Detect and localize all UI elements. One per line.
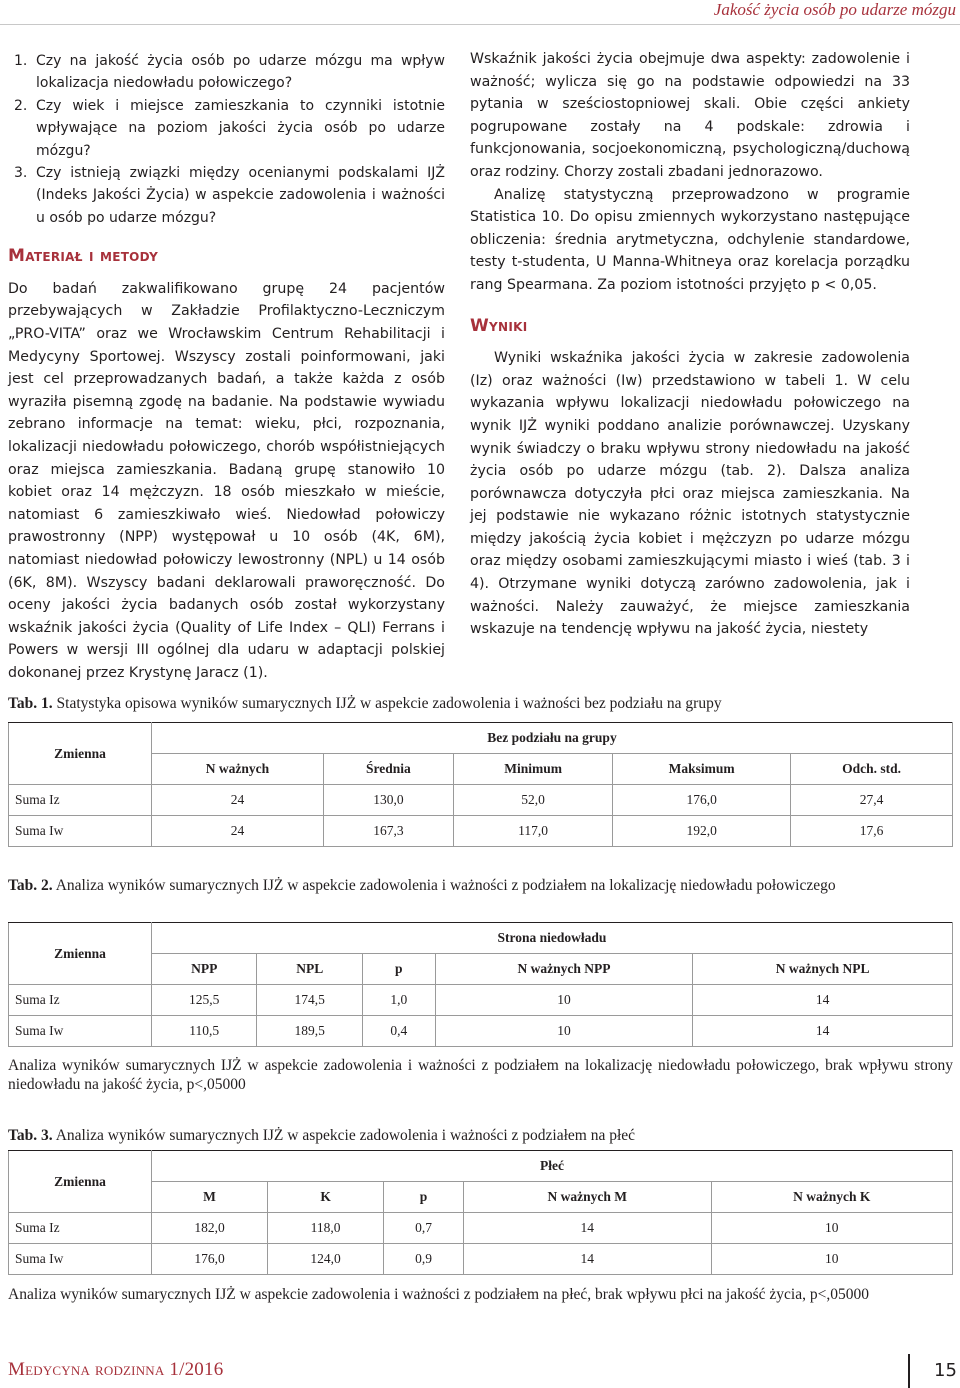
qli-paragraph: Wskaźnik jakości życia obejmuje dwa aspekty: zadowolenie i ważność; wylicza się go na podstawie odpowiedzi na 33 pytania w sześciostopniowej skali. Obie części ankiety pogrupowane zostały na 4 podskale: zdrowia i funkcjonowania, socjoekonomiczną, psychologiczną/duchową oraz rodziny. Chorzy zostali zbadani jednorazowo.: [470, 51, 910, 180]
table1-col-header: Maksimum: [613, 754, 791, 785]
table3-group-header: Płeć: [152, 1151, 953, 1182]
section-heading-methods: Materiał i metody: [8, 246, 159, 267]
research-questions: [8, 50, 445, 229]
table1-cell: 117,0: [453, 816, 612, 847]
table1-cell: 17,6: [791, 816, 953, 847]
question-item: [14, 162, 445, 229]
table3-cell: 0,9: [384, 1244, 464, 1275]
question-number: 2.: [14, 97, 28, 114]
table1-row-label: Suma Iz: [9, 785, 152, 816]
table2-label: Tab. 2.: [8, 877, 53, 894]
question-item: [14, 95, 445, 162]
table2-col-header: N ważnych NPP: [435, 954, 693, 985]
table2-cell: 110,5: [152, 1016, 257, 1047]
section-heading-results: Wyniki: [470, 315, 528, 336]
table-row: [9, 816, 953, 847]
table-row: [9, 785, 953, 816]
table3-col-header: M: [152, 1182, 268, 1213]
table3-col-header: N ważnych K: [711, 1182, 953, 1213]
table2-col-header: NPL: [257, 954, 362, 985]
table1-cell: 192,0: [613, 816, 791, 847]
table3-cell: 182,0: [152, 1213, 268, 1244]
table2-cell: 189,5: [257, 1016, 362, 1047]
statistics-paragraph: Analizę statystyczną przeprowadzono w programie Statistica 10. Do opisu zmiennych wykorzystano następujące obliczenia: średnia arytmetyczna, odchylenie standardowe, testy t-studenta, U Manna-Whitneya oraz korelacja porządku rang Spearmana. Za poziom istotności przyjęto p < 0,05.: [470, 186, 910, 293]
table2-row-label: Suma Iz: [9, 985, 152, 1016]
table3-cell: 14: [464, 1213, 711, 1244]
table1-label: Tab. 1.: [8, 695, 53, 712]
table3-col-header: p: [384, 1182, 464, 1213]
table2-group-header: Strona niedowładu: [152, 923, 953, 954]
journal-footer: Medycyna rodzinna 1/2016: [8, 1359, 224, 1380]
table1-var-header: Zmienna: [9, 723, 152, 785]
table-row: [9, 1016, 953, 1047]
header-rule: [0, 24, 960, 25]
results-paragraph: Wyniki wskaźnika jakości życia w zakresie zadowolenia (Iz) oraz ważności (Iw) przedstawiono w tabeli 1. W celu wykazania wpływu lokalizacji niedowładu połowiczego na wynik IJŻ wyniki poddano analizie porównawczej. Uzyskany wynik świadczy o braku wpływu strony niedowładu na jakość życia osób po udarze mózgu (tab. 2). Dalsza analiza porównawcza dotyczyła płci oraz miejsca zamieszkania. Na jej podstawie nie wykazano różnic istotnych statystycznie między jakością życia kobiet i mężczyzn po udarze mózgu oraz między osobami zamieszkującymi miasto i wieś (tab. 3 i 4). Otrzymane wyniki dotyczą zarówno zadowolenia, jak i ważności. Należy zauważyć, że miejsce zamieszkania wskazuje na tendencję wpływu na jakość życia, niestety: [470, 350, 910, 638]
table1-cell: 176,0: [613, 785, 791, 816]
table2-col-header: NPP: [152, 954, 257, 985]
table1-cell: 52,0: [453, 785, 612, 816]
table2-cell: 1,0: [362, 985, 435, 1016]
table1: [8, 722, 953, 847]
table2-cell: 125,5: [152, 985, 257, 1016]
footer-divider: [908, 1354, 910, 1388]
table3: [8, 1150, 953, 1275]
table3-caption: [8, 1126, 953, 1145]
table1-cell: 130,0: [323, 785, 453, 816]
question-number: 3.: [14, 165, 28, 182]
table2-cell: 174,5: [257, 985, 362, 1016]
question-number: 1.: [14, 53, 28, 69]
table2-cell: 10: [435, 1016, 693, 1047]
running-head: Jakość życia osób po udarze mózgu: [713, 0, 956, 19]
table3-caption-text: Analiza wyników sumarycznych IJŻ w aspekcie zadowolenia i ważności z podziałem na płeć: [55, 1127, 636, 1144]
table3-row-label: Suma Iw: [9, 1244, 152, 1275]
table2-col-header: p: [362, 954, 435, 985]
table3-cell: 14: [464, 1244, 711, 1275]
table3-var-header: Zmienna: [9, 1151, 152, 1213]
table1-cell: 24: [152, 816, 324, 847]
left-column: [8, 50, 445, 685]
table3-note: Analiza wyników sumarycznych IJŻ w aspekcie zadowolenia i ważności z podziałem na płeć, brak wpływu płci na jakość życia, p<,05000: [8, 1286, 869, 1303]
table3-row-label: Suma Iz: [9, 1213, 152, 1244]
table-row: [9, 985, 953, 1016]
table3-cell: 10: [711, 1213, 953, 1244]
page-number: 15: [934, 1360, 957, 1381]
table2: [8, 922, 953, 1047]
table1-caption-text: Statystyka opisowa wyników sumarycznych IJŻ w aspekcie zadowolenia i ważności bez podziału na grupy: [56, 695, 722, 712]
table1-col-header: Minimum: [453, 754, 612, 785]
table2-col-header: N ważnych NPL: [693, 954, 953, 985]
table3-col-header: N ważnych M: [464, 1182, 711, 1213]
table2-var-header: Zmienna: [9, 923, 152, 985]
table2-cell: 0,4: [362, 1016, 435, 1047]
question-text: Czy wiek i miejsce zamieszkania to czynniki istotnie wpływające na poziom jakości życia osób po udarze mózgu?: [36, 97, 445, 159]
table1-row-label: Suma Iw: [9, 816, 152, 847]
table3-label: Tab. 3.: [8, 1127, 53, 1144]
table3-cell: 176,0: [152, 1244, 268, 1275]
table2-cell: 10: [435, 985, 693, 1016]
table1-group-header: Bez podziału na grupy: [152, 723, 953, 754]
table2-cell: 14: [693, 1016, 953, 1047]
table-row: [9, 1213, 953, 1244]
question-text: Czy istnieją związki między ocenianymi podskalami IJŻ (Indeks Jakości Życia) w aspekcie zadowolenia i ważności u osób po udarze mózgu?: [36, 165, 445, 226]
question-item: [14, 50, 445, 95]
table1-col-header: Odch. std.: [791, 754, 953, 785]
table2-caption-text: Analiza wyników sumarycznych IJŻ w aspekcie zadowolenia i ważności z podziałem na lokalizację niedowładu połowiczego: [55, 877, 836, 894]
right-column: [470, 48, 910, 641]
methods-paragraph: Do badań zakwalifikowano grupę 24 pacjentów przebywających w Zakładzie Profilaktyczno-Leczniczym „PRO-VITA” oraz we Wrocławskim Centrum Rehabilitacji i Medycyny Sportowej. Wszyscy zostali poinformowani, jaki jest cel przeprowadzanych badań, a także każda z osób wyraziła pisemną zgodę na badanie. Na podstawie wywiadu zebrano informacje na temat: wieku, płci, rozpoznania, lokalizacji niedowładu połowiczego, chorób współistniejących oraz miejsca zamieszkania. Badaną grupę stanowiło 10 kobiet oraz 14 mężczyzn. 18 osób mieszkało w mieście, natomiast 6 zamieszkiwało wieś. Niedowład połowiczy prawostronny (NPP) występował u 10 osób (4K, 6M), natomiast niedowład połowiczy lewostronny (NPL) u 14 osób (6K, 8M). Wszyscy badani deklarowali praworęczność. Do oceny jakości życia badanych osób został wykorzystany wskaźnik jakości życia (Quality of Life Index – QLI) Ferrans i Powers w wersji III ogólnej dla udaru w adaptacji polskiej dokonanej przez Krystynę Jaracz (1).: [8, 280, 445, 681]
table3-cell: 10: [711, 1244, 953, 1275]
table1-col-header: N ważnych: [152, 754, 324, 785]
table3-col-header: K: [268, 1182, 384, 1213]
table1-cell: 27,4: [791, 785, 953, 816]
table1-caption: [8, 694, 953, 713]
table1-col-header: Średnia: [323, 754, 453, 785]
table3-cell: 118,0: [268, 1213, 384, 1244]
table2-cell: 14: [693, 985, 953, 1016]
table3-cell: 0,7: [384, 1213, 464, 1244]
table2-row-label: Suma Iw: [9, 1016, 152, 1047]
table-row: [9, 1244, 953, 1275]
table2-caption: [8, 876, 953, 895]
table3-cell: 124,0: [268, 1244, 384, 1275]
question-text: Czy na jakość życia osób po udarze mózgu ma wpływ lokalizacja niedowładu połowiczego?: [36, 53, 445, 92]
table1-cell: 167,3: [323, 816, 453, 847]
table2-note: Analiza wyników sumarycznych IJŻ w aspekcie zadowolenia i ważności z podziałem na lokalizację niedowładu połowiczego, brak wpływu strony niedowładu na jakość życia, p<,05000: [8, 1057, 953, 1093]
table1-cell: 24: [152, 785, 324, 816]
